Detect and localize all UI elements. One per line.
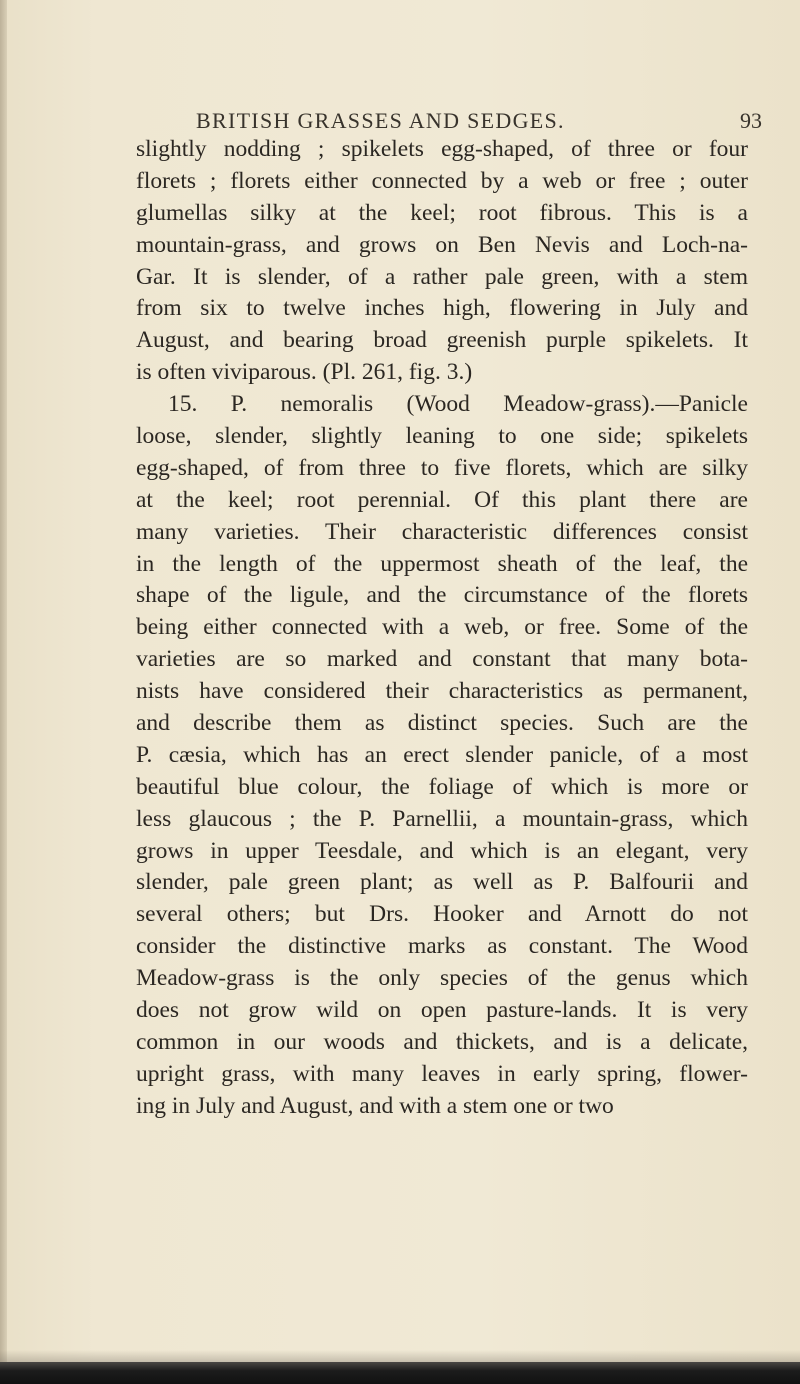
text-line: being either connected with a web, or free. Some of the: [136, 614, 748, 641]
text-line: grows in upper Teesdale, and which is an elegant, very: [136, 837, 748, 864]
text-line: August, and bearing broad greenish purple spikelets. It: [136, 327, 748, 354]
text-line: nists have considered their characteristics as permanent,: [136, 678, 748, 705]
text-line: P. cæsia, which has an erect slender panicle, of a most: [136, 741, 748, 768]
text-line: and describe them as distinct species. Such are the: [136, 710, 748, 737]
text-line: at the keel; root perennial. Of this plant there are: [136, 486, 748, 513]
text-line: many varieties. Their characteristic differences consist: [136, 518, 748, 545]
text-line: mountain-grass, and grows on Ben Nevis and Loch-na-: [136, 231, 748, 258]
text-line: in the length of the uppermost sheath of the leaf, the: [136, 550, 748, 577]
text-line: loose, slender, slightly leaning to one side; spikelets: [136, 423, 748, 450]
scan-shadow: [0, 1350, 800, 1362]
page-gutter-shadow: [0, 0, 7, 1384]
text-line: slender, pale green plant; as well as P. Balfourii and: [136, 869, 748, 896]
text-line: does not grow wild on open pasture-lands. It is very: [136, 997, 748, 1024]
text-line: consider the distinctive marks as constant. The Wood: [136, 933, 748, 960]
text-line: varieties are so marked and constant that many bota-: [136, 646, 748, 673]
text-line: egg-shaped, of from three to five florets, which are silky: [136, 454, 748, 481]
text-line: Gar. It is slender, of a rather pale green, with a stem: [136, 263, 748, 290]
text-line: is often viviparous. (Pl. 261, fig. 3.): [136, 359, 473, 386]
running-title: BRITISH GRASSES AND SEDGES.: [196, 108, 565, 133]
text-line: slightly nodding ; spikelets egg-shaped, of three or four: [136, 136, 748, 162]
text-line: shape of the ligule, and the circumstance of the florets: [136, 582, 748, 609]
text-line: less glaucous ; the P. Parnellii, a mountain-grass, which: [136, 805, 748, 832]
scan-edge-band: [0, 1362, 800, 1384]
text-line: several others; but Drs. Hooker and Arnott do not: [136, 901, 748, 928]
text-line: from six to twelve inches high, flowering in July and: [136, 295, 748, 322]
page-number: 93: [740, 108, 762, 133]
text-line: florets ; florets either connected by a web or free ; outer: [136, 167, 748, 194]
text-line: glumellas silky at the keel; root fibrous. This is a: [136, 199, 748, 226]
body-text: [136, 134, 748, 1123]
text-line: Meadow-grass is the only species of the genus which: [136, 965, 748, 992]
text-line: upright grass, with many leaves in early spring, flower-: [136, 1060, 748, 1087]
text-line: ing in July and August, and with a stem one or two: [136, 1092, 614, 1119]
text-line: beautiful blue colour, the foliage of which is more or: [136, 773, 748, 800]
text-line: common in our woods and thickets, and is a delicate,: [136, 1028, 748, 1055]
text-line: 15. P. nemoralis (Wood Meadow-grass).—Panicle: [168, 391, 748, 418]
